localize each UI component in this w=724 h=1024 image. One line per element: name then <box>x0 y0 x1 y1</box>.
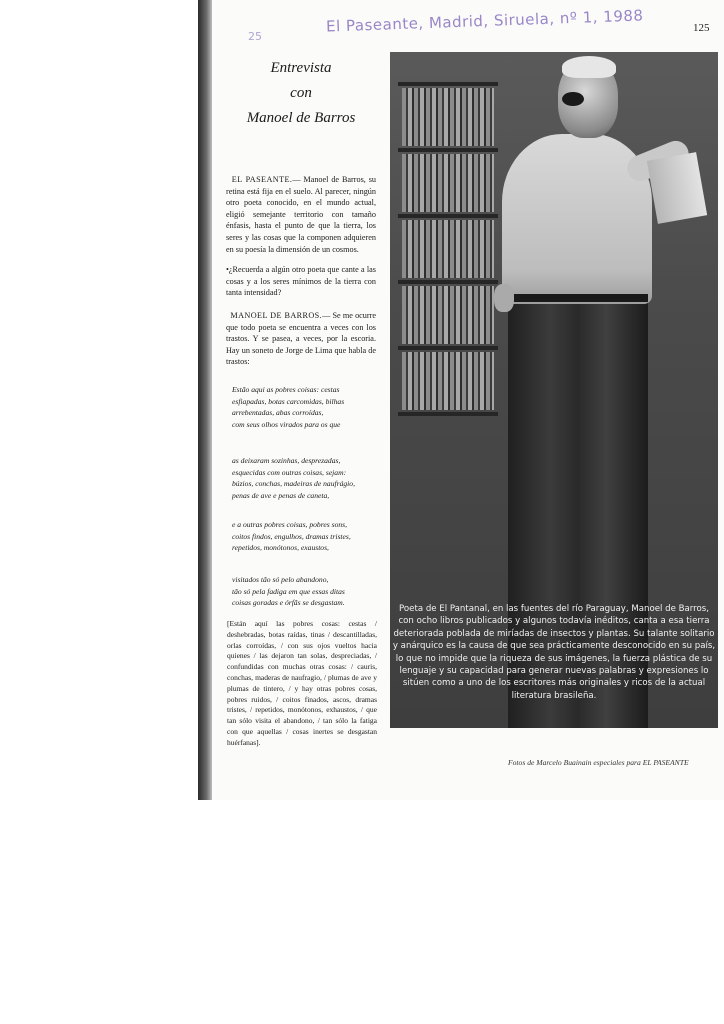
figure-hand <box>494 284 514 312</box>
title-line-1: Entrevista <box>270 60 332 76</box>
poem-translation: [Están aquí las pobres cosas: cestas / deshebradas, botas raídas, tinas / descantilladas, orlas corroídas, / con sus ojos vueltos hacia quienes / las dejaron tan solas, despreciadas, / confundidas con muchas otras cosas: / cauris, conchas, maderas de naufragio, / plumas de ave y plumas de tintero, / y hay otras pobres cosas, pobres ruidos, / coitos finados, ascos, dramas tristes, / repetidos, monótonos, exhaustos, / que tan sólo visita el abandono, / tan sólo la fatiga con que aquellas / cosas inertes se desgastan huérfanas]. <box>227 619 377 747</box>
poem-stanza-3 <box>232 519 380 554</box>
poem-line: arrebentadas, abas corroídas, <box>232 408 324 418</box>
poem-line: coitos findos, engulhos, dramas tristes, <box>232 531 351 541</box>
bookshelf-board <box>398 280 498 284</box>
question-paragraph <box>226 174 376 255</box>
poem-line: com seus olhos virados para os que <box>232 419 341 429</box>
poem-line: Estão aqui as pobres coisas: cestas <box>232 385 340 394</box>
poem-line: penas de ave e penas de caneta, <box>232 490 330 500</box>
bookshelf-row <box>402 352 494 410</box>
figure-hair <box>562 56 616 78</box>
poem-line: tão só pela fadiga em que essas ditas <box>232 586 345 596</box>
bookshelf-row <box>402 154 494 212</box>
bookshelf-board <box>398 346 498 350</box>
bookshelf-row <box>402 220 494 278</box>
poem-stanza-1 <box>232 384 380 430</box>
poem-line: as deixaram sozinhas, desprezadas, <box>232 456 341 465</box>
poem-line: visitados tão só pelo abandono, <box>232 575 329 584</box>
figure-eye-patch <box>562 92 584 106</box>
title-line-2: con <box>290 85 312 101</box>
article-title <box>226 56 376 131</box>
poem-line: búzios, conchas, madeiras de naufrágio, <box>232 479 355 489</box>
handwritten-mark: 25 <box>248 30 262 43</box>
handwritten-source-note: El Paseante, Madrid, Siruela, nº 1, 1988 <box>325 6 644 36</box>
answer-paragraph <box>226 310 376 368</box>
page-number: 125 <box>693 22 710 34</box>
bookshelf-row <box>402 88 494 146</box>
question-2-paragraph: •¿Recuerda a algún otro poeta que cante a las cosas y a los seres mínimos de la tierra con tanta intensidad? <box>226 265 376 298</box>
bookshelf-board <box>398 412 498 416</box>
question-text: — Manoel de Barros, su retina está fija en el suelo. Al parecer, ningún otro poeta conocido, en el mundo actual, eligió semejante territorio con tamaño énfasis, hasta el punto de que la tierra, los seres y las cosas que la componen adquieren en su poesía la dimensión de un cosmos. <box>226 175 376 254</box>
poem-line: repetidos, monótonos, exaustos, <box>232 543 329 553</box>
scan-binding-shadow <box>198 0 212 800</box>
poem-stanza-2 <box>232 455 380 501</box>
poem-stanza-4 <box>232 574 380 609</box>
bookshelf-board <box>398 82 498 86</box>
poem-line: esquecidas com outras coisas, sejam: <box>232 467 347 477</box>
bookshelf-board <box>398 214 498 218</box>
poem-line: e a outras pobres coisas, pobres sons, <box>232 520 348 529</box>
poem-line: esfiapadas, botas carcomidas, bilhas <box>232 396 345 406</box>
photo-credit: Fotos de Marcelo Buainain especiales para EL PASEANTE <box>508 758 689 767</box>
figure-book <box>647 152 707 224</box>
poem-line: coisas goradas e órfãs se desgastam. <box>232 598 345 608</box>
photo-caption: Poeta de El Pantanal, en las fuentes del río Paraguay, Manoel de Barros, con ocho libros publicados y algunos todavía inéditos, canta a esa tierra deteriorada poblada de miríadas de insectos y plantas. Su talante solitario y anárquico es la causa de que sea prácticamente desconocido en su país, lo que no impide que la riqueza de sus imágenes, la fuerza plástica de su lenguaje y su capacidad para generar nuevas palabras y expresiones lo sitúen como a uno de los escritores más originales y ricos de la actual literatura brasileña. <box>392 604 716 701</box>
speaker-manoel-de-barros: MANOEL DE BARROS. <box>230 311 323 320</box>
answer-text: — Se me ocurre que todo poeta se encuentra a veces con los trastos. Y se pasea, a veces, por la escoria. Hay un soneto de Jorge de Lima que habla de trastos: <box>226 311 376 367</box>
title-line-3: Manoel de Barros <box>246 110 356 126</box>
figure-belt <box>508 294 648 302</box>
bookshelf-row <box>402 286 494 344</box>
bookshelf-board <box>398 148 498 152</box>
speaker-el-paseante: EL PASEANTE. <box>231 175 293 184</box>
